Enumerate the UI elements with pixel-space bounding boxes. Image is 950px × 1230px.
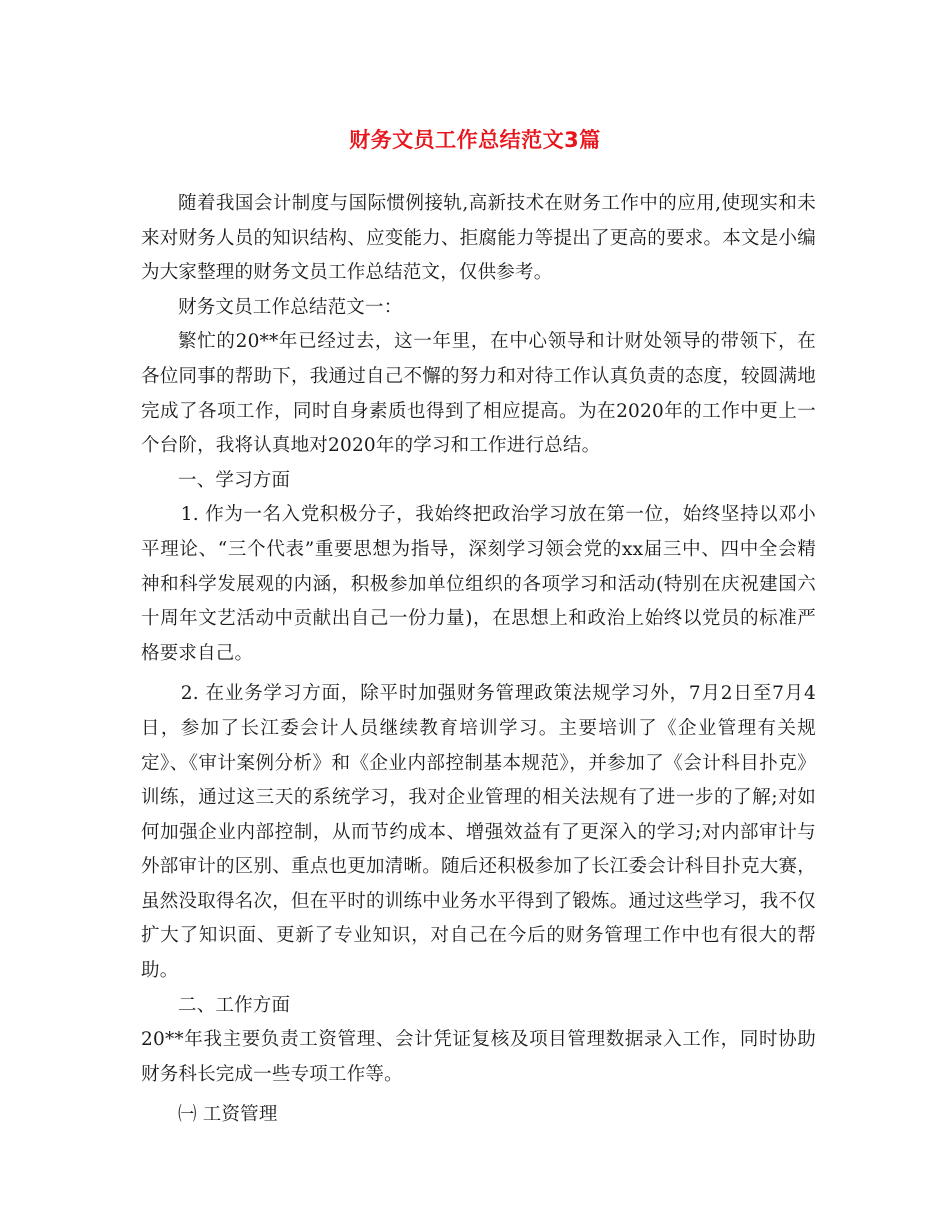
section-heading-study: 一、学习方面 bbox=[178, 469, 291, 491]
work-paragraph: 20**年我主要负责工资管理、会计凭证复核及项目管理数据录入工作，同时协助财务科长完成一些专项工作等。 bbox=[141, 1029, 816, 1085]
study-item-2: 2. 在业务学习方面，除平时加强财务管理政策法规学习外，7月2日至7月4日，参加了长江委会计人员继续教育培训学习。主要培训了《企业管理有关规定》、《审计案例分析》和《企业内部控制基本规范》，并参加了《会计科目扑克》训练，通过这三天的系统学习，我对企业管理的相关法规有了进一步的了解;对如何加强企业内部控制，从而节约成本、增强效益有了更深入的学习;对内部审计与外部审计的区别、重点也更加清晰。随后还积极参加了长江委会计科目扑克大赛，虽然没取得名次，但在平时的训练中业务水平得到了锻炼。通过这些学习，我不仅扩大了知识面、更新了专业知识，对自己在今后的财务管理工作中也有很大的帮助。 bbox=[141, 683, 816, 982]
subsection-heading-salary: ㈠ 工资管理 bbox=[178, 1104, 278, 1126]
intro-paragraph: 随着我国会计制度与国际惯例接轨,高新技术在财务工作中的应用,使现实和未来对财务人员的知识结构、应变能力、拒腐能力等提出了更高的要求。本文是小编为大家整理的财务文员工作总结范文，仅供参考。 bbox=[141, 193, 816, 284]
section-heading-sample-one: 财务文员工作总结范文一： bbox=[178, 296, 403, 318]
summary-paragraph: 繁忙的20**年已经过去，这一年里，在中心领导和计财处领导的带领下，在各位同事的帮助下，我通过自己不懈的努力和对待工作认真负责的态度，较圆满地完成了各项工作，同时自身素质也得到了相应提高。为在2020年的工作中更上一个台阶，我将认真地对2020年的学习和工作进行总结。 bbox=[141, 331, 816, 457]
document-body bbox=[141, 187, 816, 1133]
study-item-1: 1. 作为一名入党积极分子，我始终把政治学习放在第一位，始终坚持以邓小平理论、“三个代表”重要思想为指导，深刻学习领会党的xx届三中、四中全会精神和科学发展观的内涵，积极参加单位组织的各项学习和活动(特别在庆祝建国六十周年文艺活动中贡献出自己一份力量)，在思想上和政治上始终以党员的标准严格要求自己。 bbox=[141, 504, 816, 664]
document-title: 财务文员工作总结范文3篇 bbox=[349, 128, 601, 152]
section-heading-work: 二、工作方面 bbox=[178, 994, 291, 1016]
